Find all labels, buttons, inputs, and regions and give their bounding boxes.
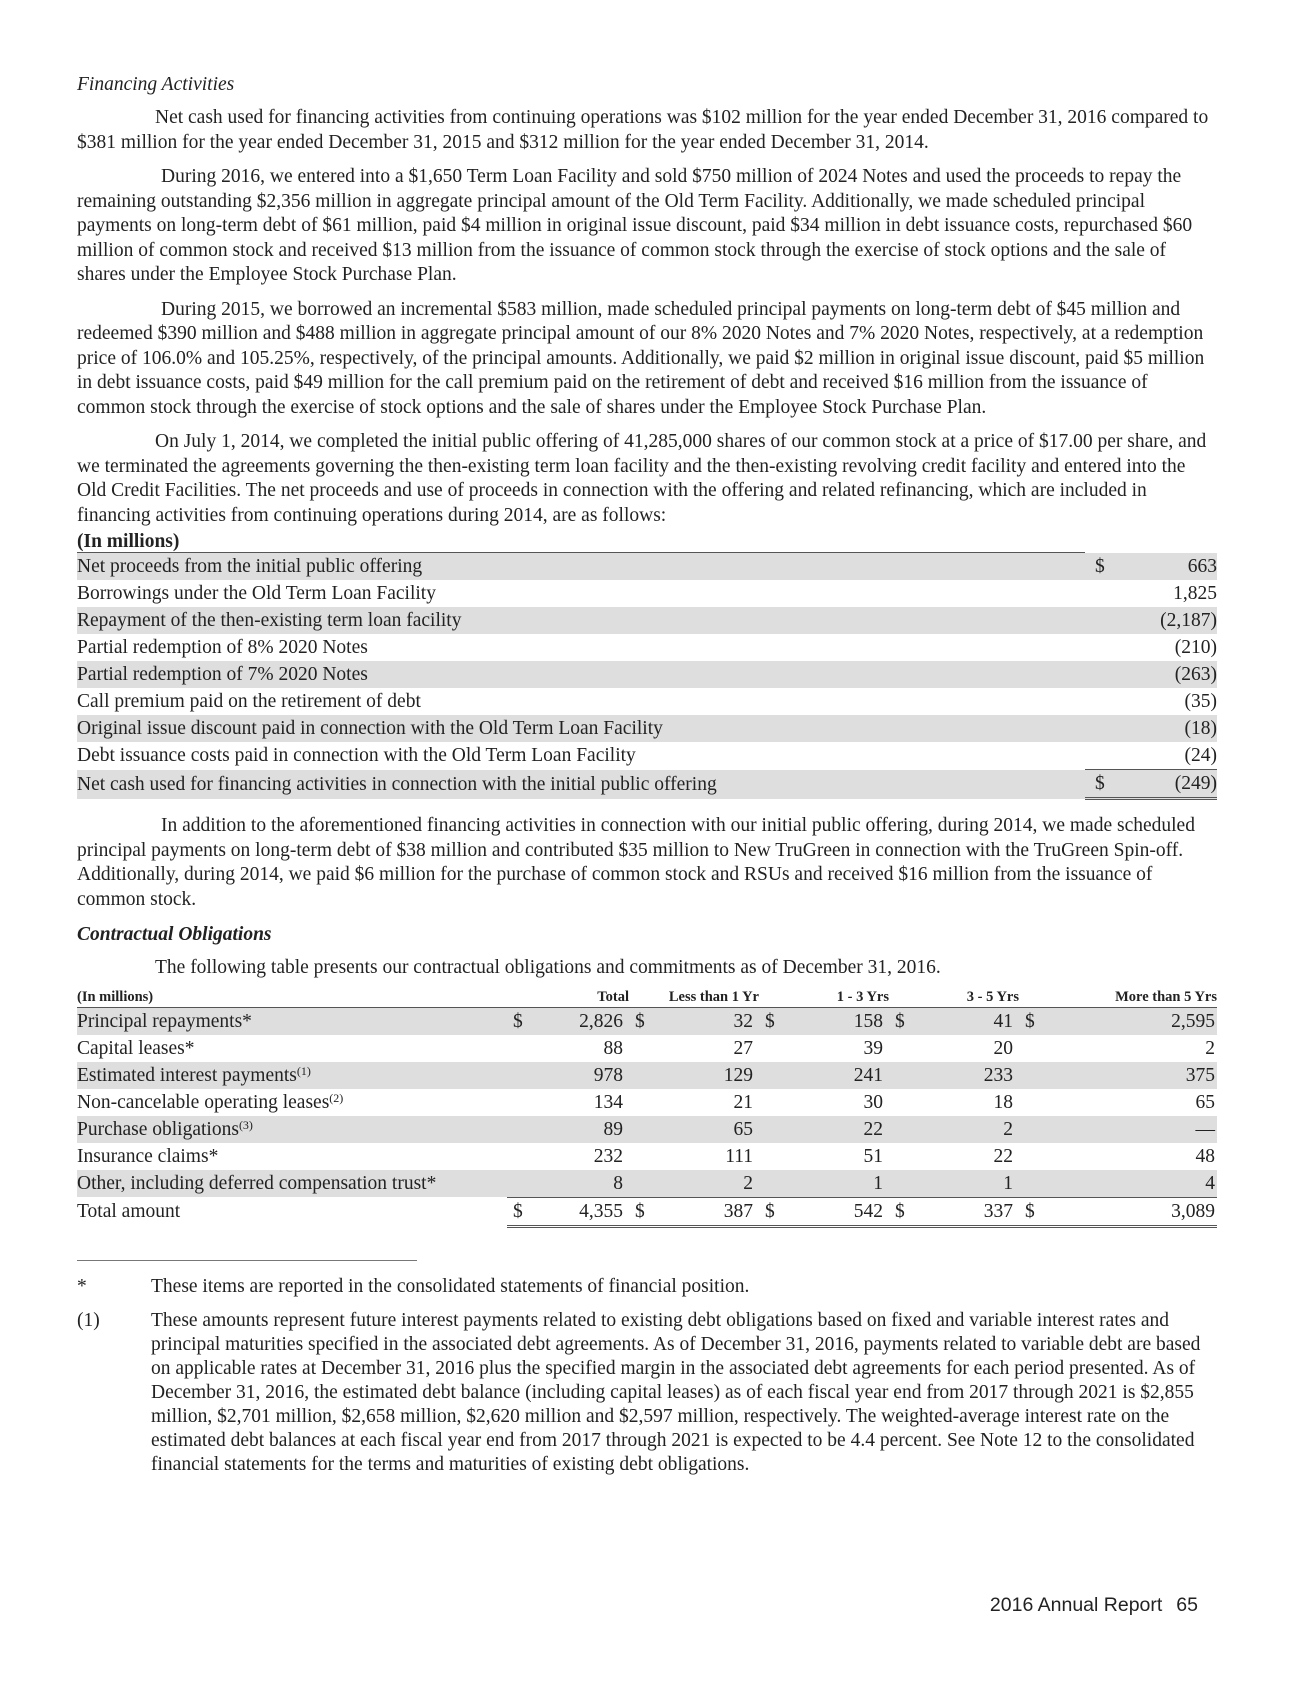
contractual-value: 3,089 xyxy=(1043,1197,1217,1226)
contractual-value: 88 xyxy=(603,1037,623,1059)
contractual-currency: $ xyxy=(629,1197,653,1226)
contractual-currency xyxy=(629,1170,653,1198)
footnote-mark: (1) xyxy=(77,1309,100,1331)
ipo-row-currency: $ xyxy=(1085,553,1125,581)
contractual-currency xyxy=(759,1035,783,1062)
page-number: 65 xyxy=(1176,1594,1198,1616)
contractual-row-label-text: Other, including deferred compensation trust* xyxy=(77,1172,437,1194)
page-content xyxy=(77,72,1217,1487)
financing-paragraph-1: Net cash used for financing activities from continuing operations was $102 million for the year ended December 31, 2016 compared to $381 million for the year ended December 31, 2015 and $312 million for the year ended December 31, 2014. xyxy=(77,107,1209,153)
contractual-currency xyxy=(507,1170,531,1198)
ipo-table-header-row xyxy=(77,532,1217,553)
contractual-row-label-text: Estimated interest payments xyxy=(77,1064,297,1086)
contractual-currency xyxy=(629,1116,653,1143)
contractual-currency xyxy=(889,1089,913,1116)
contractual-row xyxy=(77,1089,1217,1116)
contractual-row-label xyxy=(77,1197,507,1226)
contractual-currency xyxy=(1019,1062,1043,1089)
contractual-value: 41 xyxy=(913,1007,1019,1035)
financing-paragraph-2: During 2016, we entered into a $1,650 Term Loan Facility and sold $750 million of 2024 Notes and used the proceeds to repay the remaining outstanding $2,356 million in aggregate principal amount of the Old Term Facility. Additionally, we made scheduled principal payments on long-term debt of $61 million, paid $4 million in original issue discount, paid $34 million in debt issuance costs, repurchased $60 million of common stock and received $13 million from the issuance of common stock through the exercise of stock options and the sale of shares under the Employee Stock Purchase Plan. xyxy=(77,166,1193,285)
contractual-row-label-text: Total amount xyxy=(77,1201,181,1222)
contractual-row-label-text: Purchase obligations xyxy=(77,1118,239,1140)
contractual-currency xyxy=(629,1143,653,1170)
contractual-currency xyxy=(629,1035,653,1062)
contractual-value: 241 xyxy=(783,1062,889,1089)
footnotes xyxy=(77,1275,1217,1477)
ipo-row-label: Repayment of the then-existing term loan facility xyxy=(77,607,1085,634)
contractual-currency: $ xyxy=(889,1197,913,1226)
footnote-divider xyxy=(77,1260,417,1261)
contractual-value: 134 xyxy=(593,1091,623,1113)
ipo-table-row xyxy=(77,742,1217,770)
contractual-value: 18 xyxy=(993,1091,1013,1113)
contractual-currency xyxy=(507,1116,531,1143)
contractual-row xyxy=(77,1116,1217,1143)
contractual-value: 22 xyxy=(783,1116,889,1143)
contractual-value: 27 xyxy=(733,1037,753,1059)
contractual-currency xyxy=(629,1062,653,1089)
footer-report-title: 2016 Annual Report xyxy=(989,1594,1163,1616)
footnote-reference: (3) xyxy=(238,1117,253,1132)
contractual-value: 111 xyxy=(725,1145,753,1167)
ipo-row-currency xyxy=(1085,742,1125,770)
contractual-currency: $ xyxy=(759,1007,783,1035)
col-header-less-than-1yr: Less than 1 Yr xyxy=(629,987,759,1008)
footnote-text: These amounts represent future interest payments related to existing debt obligations based on fixed and variable interest rates and principal maturities specified in the associated debt agreements. As of December 31, 2016, payments related to variable debt are based on applicable rates at December 31, 2016 plus the specified margin in the associated debt agreements for each period presented. As of December 31, 2016, the estimated debt balance (including capital leases) as of each fiscal year end from 2017 through 2021 is $2,855 million, $2,701 million, $2,658 million, $2,620 million and $2,597 million, respectively. The weighted-average interest rate on the estimated debt balances at each fiscal year end from 2017 through 2021 is expected to be 4.4 percent. See Note 12 to the consolidated financial statements for the terms and maturities of existing debt obligations. xyxy=(151,1309,1201,1475)
contractual-currency xyxy=(1019,1170,1043,1198)
contractual-currency xyxy=(1019,1089,1043,1116)
contractual-currency: $ xyxy=(507,1197,531,1226)
contractual-currency xyxy=(507,1062,531,1089)
contractual-value: 158 xyxy=(783,1007,889,1035)
contractual-currency xyxy=(507,1089,531,1116)
contractual-currency: $ xyxy=(889,1007,913,1035)
contractual-row-label xyxy=(77,1062,507,1089)
footnote-mark: * xyxy=(77,1275,87,1297)
contractual-currency xyxy=(1019,1116,1043,1143)
contractual-value: 2,595 xyxy=(1043,1007,1217,1035)
contractual-currency xyxy=(1019,1035,1043,1062)
contractual-value: 2 xyxy=(1205,1037,1215,1059)
contractual-row-label-text: Principal repayments* xyxy=(77,1010,252,1032)
contractual-currency xyxy=(1019,1143,1043,1170)
col-header-3-5yrs: 3 - 5 Yrs xyxy=(889,987,1019,1008)
ipo-row-value: (210) xyxy=(1174,637,1217,658)
contractual-currency: $ xyxy=(507,1007,531,1035)
contractual-currency xyxy=(759,1089,783,1116)
ipo-row-label: Partial redemption of 8% 2020 Notes xyxy=(77,637,368,658)
footnote-text: These items are reported in the consolidated statements of financial position. xyxy=(151,1275,750,1297)
ipo-row-value: (24) xyxy=(1125,742,1217,770)
contractual-intro: The following table presents our contractual obligations and commitments as of December 31, 2016. xyxy=(155,957,941,978)
contractual-currency xyxy=(889,1170,913,1198)
contractual-value: 39 xyxy=(863,1037,883,1059)
ipo-row-label: Partial redemption of 7% 2020 Notes xyxy=(77,661,1085,688)
ipo-proceeds-table xyxy=(77,532,1217,800)
contractual-value: 129 xyxy=(653,1062,759,1089)
contractual-row-label xyxy=(77,1143,507,1170)
contractual-row-label xyxy=(77,1035,507,1062)
contractual-row-label xyxy=(77,1007,507,1035)
ipo-table-row xyxy=(77,688,1217,715)
ipo-row-value: 663 xyxy=(1125,553,1217,581)
contractual-value: 1 xyxy=(913,1170,1019,1198)
footnote xyxy=(77,1275,1217,1299)
col-header-more-than-5yrs: More than 5 Yrs xyxy=(1019,987,1217,1008)
ipo-table-row xyxy=(77,634,1217,661)
contractual-value: 51 xyxy=(863,1145,883,1167)
contractual-currency: $ xyxy=(759,1197,783,1226)
ipo-row-label: Net cash used for financing activities in connection with the initial public offering xyxy=(77,770,1085,799)
col-header-label: (In millions) xyxy=(77,987,507,1008)
contractual-value: 375 xyxy=(1043,1062,1217,1089)
contractual-value: 233 xyxy=(913,1062,1019,1089)
ipo-row-currency xyxy=(1085,634,1125,661)
ipo-table-row xyxy=(77,770,1217,799)
contractual-value: 232 xyxy=(593,1145,623,1167)
contractual-value: 21 xyxy=(733,1091,753,1113)
ipo-row-label: Original issue discount paid in connection with the Old Term Loan Facility xyxy=(77,715,1085,742)
contractual-value: 32 xyxy=(653,1007,759,1035)
ipo-row-currency xyxy=(1085,688,1125,715)
contractual-value: 2 xyxy=(913,1116,1019,1143)
contractual-currency xyxy=(889,1035,913,1062)
contractual-value: 387 xyxy=(653,1197,759,1226)
contractual-row-label xyxy=(77,1089,507,1116)
contractual-row-label-text: Insurance claims* xyxy=(77,1145,219,1167)
footnote-reference: (1) xyxy=(296,1063,311,1078)
ipo-row-label: Net proceeds from the initial public offering xyxy=(77,553,1085,581)
contractual-value: 542 xyxy=(783,1197,889,1226)
page-footer xyxy=(990,1594,1198,1617)
contractual-value: 48 xyxy=(1195,1145,1215,1167)
ipo-table-row xyxy=(77,715,1217,742)
contractual-currency xyxy=(507,1143,531,1170)
ipo-row-label: Debt issuance costs paid in connection with the Old Term Loan Facility xyxy=(77,745,636,767)
contractual-obligations-heading: Contractual Obligations xyxy=(77,924,272,945)
contractual-currency xyxy=(629,1089,653,1116)
financing-activities-heading: Financing Activities xyxy=(77,74,235,95)
contractual-row xyxy=(77,1197,1217,1226)
contractual-value: 89 xyxy=(531,1116,629,1143)
ipo-row-currency xyxy=(1085,580,1125,607)
contractual-value: 4 xyxy=(1043,1170,1217,1198)
contractual-value: 30 xyxy=(863,1091,883,1113)
contractual-row xyxy=(77,1062,1217,1089)
ipo-table-row xyxy=(77,661,1217,688)
contractual-currency xyxy=(759,1062,783,1089)
contractual-value: 978 xyxy=(531,1062,629,1089)
contractual-currency xyxy=(889,1143,913,1170)
contractual-row-label xyxy=(77,1170,507,1198)
contractual-value: 2,826 xyxy=(531,1007,629,1035)
contractual-row-label-text: Non-cancelable operating leases xyxy=(77,1091,330,1113)
contractual-value: 22 xyxy=(993,1145,1013,1167)
contractual-row xyxy=(77,1170,1217,1198)
contractual-row xyxy=(77,1007,1217,1035)
contractual-currency xyxy=(889,1062,913,1089)
ipo-row-value: (2,187) xyxy=(1125,607,1217,634)
contractual-value: 65 xyxy=(1195,1091,1215,1113)
ipo-row-value: 1,825 xyxy=(1173,583,1217,604)
contractual-value: 8 xyxy=(531,1170,629,1198)
financing-paragraph-4: On July 1, 2014, we completed the initial public offering of 41,285,000 shares of our common stock at a price of $17.00 per share, and we terminated the agreements governing the then-existing term loan facility and the then-existing revolving credit facility and entered into the Old Credit Facilities. The net proceeds and use of proceeds in connection with the offering and related refinancing, which are included in financing activities from continuing operations during 2014, are as follows: xyxy=(77,431,1207,526)
contractual-row-label xyxy=(77,1116,507,1143)
contractual-currency: $ xyxy=(1019,1007,1043,1035)
contractual-currency xyxy=(759,1170,783,1198)
contractual-value: 65 xyxy=(653,1116,759,1143)
ipo-table-row xyxy=(77,553,1217,581)
ipo-table-row xyxy=(77,607,1217,634)
contractual-value: 337 xyxy=(913,1197,1019,1226)
financing-after-paragraph: In addition to the aforementioned financing activities in connection with our initial public offering, during 2014, we made scheduled principal payments on long-term debt of $38 million and contributed $35 million to New TruGreen in connection with the TruGreen Spin-off. Additionally, during 2014, we paid $6 million for the purchase of common stock and RSUs and received $16 million from the issuance of common stock. xyxy=(77,815,1195,910)
col-header-1-3yrs: 1 - 3 Yrs xyxy=(759,987,889,1008)
contractual-header-row xyxy=(77,987,1217,1008)
ipo-row-currency xyxy=(1085,661,1125,688)
contractual-obligations-table xyxy=(77,987,1217,1228)
ipo-row-label: Borrowings under the Old Term Loan Facility xyxy=(77,583,436,604)
ipo-row-label: Call premium paid on the retirement of debt xyxy=(77,691,421,712)
contractual-currency xyxy=(759,1143,783,1170)
contractual-value: 1 xyxy=(783,1170,889,1198)
contractual-row-label-text: Capital leases* xyxy=(77,1037,195,1059)
contractual-currency xyxy=(507,1035,531,1062)
contractual-row xyxy=(77,1143,1217,1170)
financing-paragraph-3: During 2015, we borrowed an incremental $583 million, made scheduled principal payments on long-term debt of $45 million and redeemed $390 million and $488 million in aggregate principal amount of our 8% 2020 Notes and 7% 2020 Notes, respectively, at a redemption price of 106.0% and 105.25%, respectively, of the principal amounts. Additionally, we paid $2 million in original issue discount, paid $5 million in debt issuance costs, paid $49 million for the call premium paid on the retirement of debt and received $16 million from the issuance of common stock through the exercise of stock options and the sale of shares under the Employee Stock Purchase Plan. xyxy=(77,298,1205,418)
contractual-currency: $ xyxy=(1019,1197,1043,1226)
footnote-reference: (2) xyxy=(329,1090,344,1105)
ipo-row-currency xyxy=(1085,715,1125,742)
ipo-row-currency: $ xyxy=(1085,770,1125,799)
contractual-row xyxy=(77,1035,1217,1062)
contractual-value: 20 xyxy=(993,1037,1013,1059)
ipo-row-value: (263) xyxy=(1125,661,1217,688)
contractual-value: — xyxy=(1043,1116,1217,1143)
ipo-row-currency xyxy=(1085,607,1125,634)
ipo-row-value: (18) xyxy=(1125,715,1217,742)
ipo-table-row xyxy=(77,580,1217,607)
ipo-row-value: (35) xyxy=(1184,691,1217,712)
footnote xyxy=(77,1309,1217,1477)
contractual-currency xyxy=(759,1116,783,1143)
contractual-value: 4,355 xyxy=(531,1197,629,1226)
contractual-currency xyxy=(889,1116,913,1143)
col-header-total: Total xyxy=(507,987,629,1008)
ipo-row-value: (249) xyxy=(1125,770,1217,799)
ipo-table-header-label: (In millions) xyxy=(77,532,1085,553)
contractual-value: 2 xyxy=(653,1170,759,1198)
contractual-currency: $ xyxy=(629,1007,653,1035)
